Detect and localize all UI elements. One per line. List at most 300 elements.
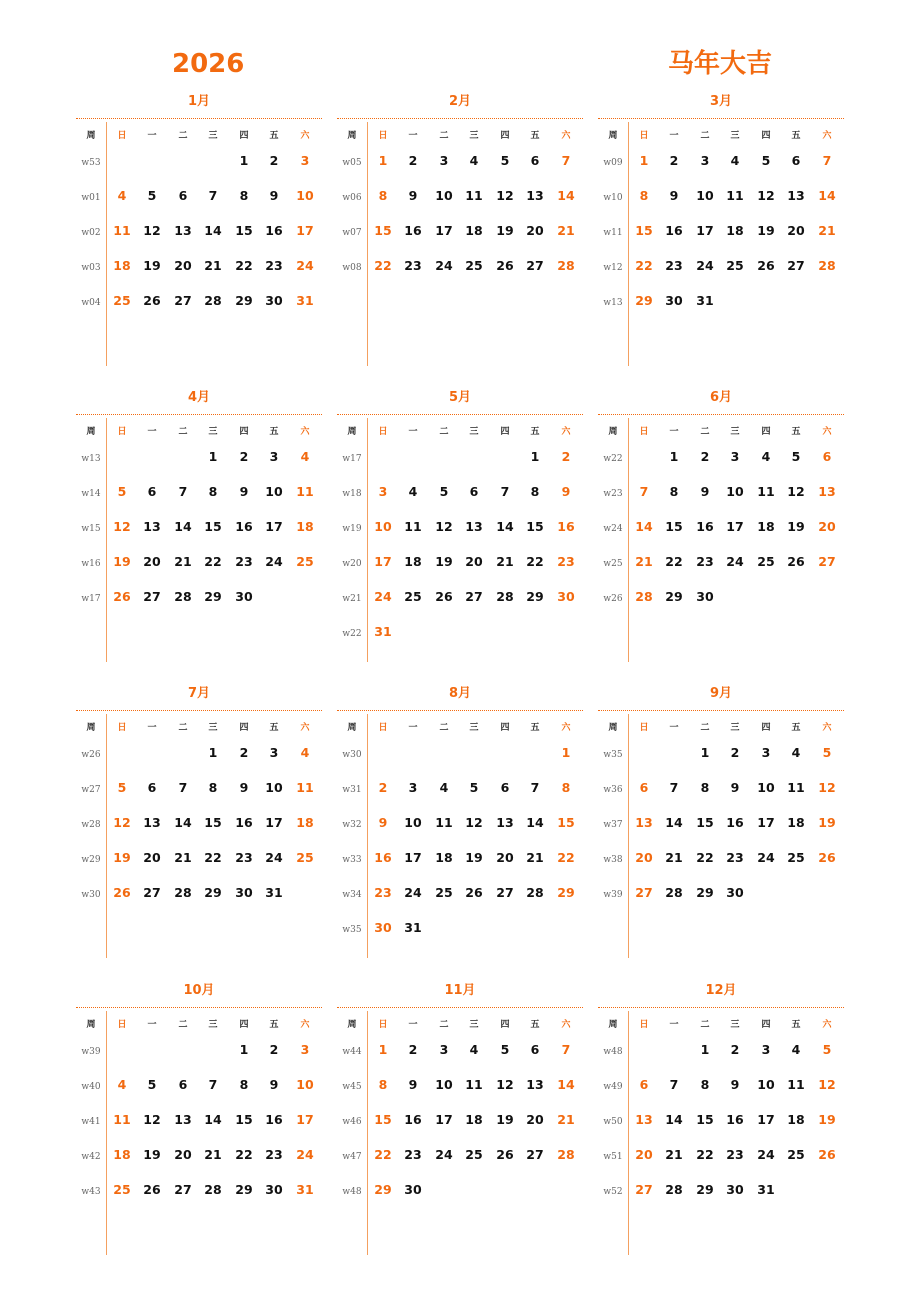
week-column-divider bbox=[367, 714, 368, 958]
day-cell: 10 bbox=[757, 1077, 775, 1092]
day-cell: 14 bbox=[174, 815, 192, 830]
day-cell: 8 bbox=[239, 1077, 249, 1092]
day-cell: 7 bbox=[530, 780, 540, 795]
weekday-header: 三 bbox=[208, 1020, 218, 1030]
weekday-header: 五 bbox=[269, 427, 279, 437]
day-cell: 24 bbox=[726, 554, 744, 569]
day-cell: 30 bbox=[726, 1182, 744, 1197]
weekday-header: 二 bbox=[178, 427, 188, 437]
weekday-header: 四 bbox=[761, 427, 771, 437]
day-cell: 30 bbox=[557, 589, 575, 604]
weekday-header: 一 bbox=[408, 723, 418, 733]
day-cell: 8 bbox=[639, 188, 649, 203]
weekday-header: 六 bbox=[822, 1020, 832, 1030]
day-cell: 15 bbox=[204, 815, 222, 830]
day-cell: 6 bbox=[530, 1042, 540, 1057]
day-cell: 10 bbox=[265, 484, 283, 499]
weekday-header: 三 bbox=[208, 427, 218, 437]
day-cell: 2 bbox=[700, 449, 710, 464]
month-divider bbox=[598, 118, 844, 119]
weekday-header: 日 bbox=[117, 427, 127, 437]
week-number: w21 bbox=[342, 594, 362, 604]
day-cell: 30 bbox=[696, 589, 714, 604]
week-number: w13 bbox=[81, 454, 101, 464]
month-block bbox=[337, 983, 583, 1255]
weekday-header: 三 bbox=[469, 723, 479, 733]
weekday-header: 一 bbox=[669, 1020, 679, 1030]
weekday-header: 六 bbox=[822, 723, 832, 733]
week-number: w20 bbox=[342, 559, 362, 569]
weekday-header: 五 bbox=[269, 1020, 279, 1030]
day-cell: 25 bbox=[296, 850, 314, 865]
day-cell: 7 bbox=[639, 484, 649, 499]
weekday-header: 一 bbox=[408, 1020, 418, 1030]
day-cell: 16 bbox=[265, 1112, 283, 1127]
month-title: 2月 bbox=[448, 94, 472, 109]
day-cell: 19 bbox=[818, 1112, 836, 1127]
day-cell: 8 bbox=[700, 780, 710, 795]
day-cell: 27 bbox=[787, 258, 805, 273]
week-column-divider bbox=[367, 418, 368, 662]
day-cell: 23 bbox=[665, 258, 683, 273]
day-cell: 11 bbox=[113, 223, 131, 238]
week-column-divider bbox=[106, 122, 107, 366]
day-cell: 23 bbox=[726, 850, 744, 865]
day-cell: 22 bbox=[557, 850, 575, 865]
week-number: w22 bbox=[603, 454, 623, 464]
day-cell: 27 bbox=[635, 885, 653, 900]
weekday-header: 二 bbox=[439, 723, 449, 733]
day-cell: 5 bbox=[822, 1042, 832, 1057]
month-block bbox=[76, 983, 322, 1255]
month-title: 10月 bbox=[183, 983, 215, 998]
day-cell: 4 bbox=[439, 780, 449, 795]
day-cell: 12 bbox=[435, 519, 453, 534]
day-cell: 17 bbox=[296, 1112, 314, 1127]
day-cell: 16 bbox=[696, 519, 714, 534]
day-cell: 25 bbox=[787, 1147, 805, 1162]
day-cell: 2 bbox=[269, 1042, 279, 1057]
day-cell: 31 bbox=[757, 1182, 775, 1197]
day-cell: 12 bbox=[787, 484, 805, 499]
day-cell: 28 bbox=[174, 589, 192, 604]
day-cell: 17 bbox=[404, 850, 422, 865]
day-cell: 26 bbox=[818, 1147, 836, 1162]
day-cell: 23 bbox=[557, 554, 575, 569]
weekday-header: 四 bbox=[761, 1020, 771, 1030]
week-number: w40 bbox=[81, 1082, 101, 1092]
week-number: w13 bbox=[603, 298, 623, 308]
weekday-header: 一 bbox=[669, 427, 679, 437]
day-cell: 29 bbox=[696, 1182, 714, 1197]
day-cell: 29 bbox=[204, 589, 222, 604]
week-number: w02 bbox=[81, 228, 101, 238]
day-cell: 21 bbox=[818, 223, 836, 238]
day-cell: 28 bbox=[204, 293, 222, 308]
week-number: w36 bbox=[603, 785, 623, 795]
day-cell: 20 bbox=[496, 850, 514, 865]
weekday-header: 四 bbox=[761, 131, 771, 141]
day-cell: 24 bbox=[435, 258, 453, 273]
day-cell: 8 bbox=[669, 484, 679, 499]
week-column-divider bbox=[628, 122, 629, 366]
day-cell: 9 bbox=[378, 815, 388, 830]
day-cell: 22 bbox=[635, 258, 653, 273]
weekday-header: 五 bbox=[269, 131, 279, 141]
day-cell: 12 bbox=[113, 519, 131, 534]
day-cell: 7 bbox=[669, 780, 679, 795]
day-cell: 31 bbox=[374, 624, 392, 639]
day-cell: 21 bbox=[204, 258, 222, 273]
week-number: w43 bbox=[81, 1187, 101, 1197]
day-cell: 30 bbox=[665, 293, 683, 308]
day-cell: 28 bbox=[496, 589, 514, 604]
weekday-header: 四 bbox=[239, 1020, 249, 1030]
day-cell: 8 bbox=[530, 484, 540, 499]
day-cell: 24 bbox=[265, 554, 283, 569]
day-cell: 25 bbox=[757, 554, 775, 569]
day-cell: 8 bbox=[700, 1077, 710, 1092]
day-cell: 29 bbox=[635, 293, 653, 308]
weekday-header: 六 bbox=[300, 427, 310, 437]
day-cell: 17 bbox=[435, 1112, 453, 1127]
day-cell: 19 bbox=[113, 850, 131, 865]
week-column-divider bbox=[628, 1011, 629, 1255]
day-cell: 7 bbox=[178, 484, 188, 499]
month-title: 4月 bbox=[187, 390, 211, 405]
day-cell: 4 bbox=[117, 188, 127, 203]
weekday-header: 四 bbox=[239, 131, 249, 141]
day-cell: 10 bbox=[296, 1077, 314, 1092]
day-cell: 31 bbox=[296, 1182, 314, 1197]
day-cell: 23 bbox=[235, 850, 253, 865]
weekday-header: 一 bbox=[408, 427, 418, 437]
month-title: 11月 bbox=[444, 983, 476, 998]
day-cell: 25 bbox=[296, 554, 314, 569]
day-cell: 27 bbox=[174, 293, 192, 308]
week-number: w08 bbox=[342, 263, 362, 273]
day-cell: 26 bbox=[496, 1147, 514, 1162]
weekday-header: 五 bbox=[530, 427, 540, 437]
day-cell: 11 bbox=[435, 815, 453, 830]
month-divider bbox=[598, 414, 844, 415]
day-cell: 15 bbox=[374, 1112, 392, 1127]
day-cell: 19 bbox=[435, 554, 453, 569]
day-cell: 29 bbox=[665, 589, 683, 604]
day-cell: 1 bbox=[700, 745, 710, 760]
day-cell: 7 bbox=[208, 1077, 218, 1092]
day-cell: 12 bbox=[113, 815, 131, 830]
month-block bbox=[598, 983, 844, 1255]
day-cell: 12 bbox=[143, 1112, 161, 1127]
day-cell: 26 bbox=[757, 258, 775, 273]
weekday-header: 日 bbox=[378, 427, 388, 437]
weekday-header: 二 bbox=[439, 131, 449, 141]
day-cell: 23 bbox=[696, 554, 714, 569]
day-cell: 21 bbox=[635, 554, 653, 569]
day-cell: 15 bbox=[235, 223, 253, 238]
day-cell: 18 bbox=[113, 258, 131, 273]
day-cell: 31 bbox=[296, 293, 314, 308]
day-cell: 16 bbox=[726, 1112, 744, 1127]
day-cell: 9 bbox=[269, 1077, 279, 1092]
weekday-header: 六 bbox=[822, 131, 832, 141]
day-cell: 18 bbox=[787, 815, 805, 830]
weekday-header: 二 bbox=[700, 1020, 710, 1030]
month-title: 12月 bbox=[705, 983, 737, 998]
month-divider bbox=[337, 710, 583, 711]
day-cell: 13 bbox=[465, 519, 483, 534]
week-number: w35 bbox=[603, 750, 623, 760]
day-cell: 28 bbox=[557, 1147, 575, 1162]
day-cell: 23 bbox=[726, 1147, 744, 1162]
day-cell: 28 bbox=[635, 589, 653, 604]
month-title: 5月 bbox=[448, 390, 472, 405]
day-cell: 6 bbox=[639, 780, 649, 795]
month-title: 8月 bbox=[448, 686, 472, 701]
day-cell: 26 bbox=[143, 1182, 161, 1197]
day-cell: 20 bbox=[787, 223, 805, 238]
day-cell: 3 bbox=[269, 449, 279, 464]
day-cell: 5 bbox=[147, 1077, 157, 1092]
day-cell: 24 bbox=[374, 589, 392, 604]
week-number: w53 bbox=[81, 158, 101, 168]
week-number: w17 bbox=[81, 594, 101, 604]
day-cell: 20 bbox=[818, 519, 836, 534]
weekday-header: 三 bbox=[730, 427, 740, 437]
month-divider bbox=[76, 1007, 322, 1008]
day-cell: 1 bbox=[561, 745, 571, 760]
day-cell: 30 bbox=[374, 920, 392, 935]
day-cell: 4 bbox=[761, 449, 771, 464]
day-cell: 13 bbox=[635, 815, 653, 830]
weekday-header: 四 bbox=[500, 1020, 510, 1030]
week-number: w42 bbox=[81, 1152, 101, 1162]
day-cell: 19 bbox=[143, 258, 161, 273]
day-cell: 7 bbox=[822, 153, 832, 168]
week-number: w33 bbox=[342, 855, 362, 865]
weekday-header: 日 bbox=[117, 131, 127, 141]
week-column-divider bbox=[106, 418, 107, 662]
week-number: w06 bbox=[342, 193, 362, 203]
day-cell: 3 bbox=[408, 780, 418, 795]
day-cell: 29 bbox=[374, 1182, 392, 1197]
weekday-header: 日 bbox=[378, 723, 388, 733]
day-cell: 20 bbox=[635, 850, 653, 865]
day-cell: 30 bbox=[404, 1182, 422, 1197]
day-cell: 20 bbox=[174, 258, 192, 273]
day-cell: 13 bbox=[174, 1112, 192, 1127]
week-header: 周 bbox=[86, 723, 96, 733]
day-cell: 19 bbox=[496, 1112, 514, 1127]
day-cell: 14 bbox=[496, 519, 514, 534]
day-cell: 15 bbox=[204, 519, 222, 534]
day-cell: 18 bbox=[787, 1112, 805, 1127]
weekday-header: 六 bbox=[561, 427, 571, 437]
day-cell: 5 bbox=[500, 153, 510, 168]
weekday-header: 一 bbox=[147, 1020, 157, 1030]
day-cell: 7 bbox=[561, 1042, 571, 1057]
weekday-header: 日 bbox=[378, 131, 388, 141]
day-cell: 5 bbox=[117, 780, 127, 795]
weekday-header: 二 bbox=[439, 1020, 449, 1030]
day-cell: 3 bbox=[730, 449, 740, 464]
day-cell: 8 bbox=[378, 188, 388, 203]
day-cell: 22 bbox=[204, 554, 222, 569]
day-cell: 26 bbox=[465, 885, 483, 900]
weekday-header: 三 bbox=[469, 427, 479, 437]
weekday-header: 日 bbox=[639, 1020, 649, 1030]
day-cell: 25 bbox=[465, 258, 483, 273]
day-cell: 25 bbox=[435, 885, 453, 900]
weekday-header: 一 bbox=[408, 131, 418, 141]
day-cell: 6 bbox=[147, 484, 157, 499]
day-cell: 10 bbox=[296, 188, 314, 203]
month-title: 3月 bbox=[709, 94, 733, 109]
week-number: w12 bbox=[603, 263, 623, 273]
day-cell: 1 bbox=[239, 153, 249, 168]
day-cell: 22 bbox=[235, 1147, 253, 1162]
day-cell: 1 bbox=[639, 153, 649, 168]
day-cell: 2 bbox=[669, 153, 679, 168]
weekday-header: 日 bbox=[639, 723, 649, 733]
day-cell: 25 bbox=[787, 850, 805, 865]
day-cell: 28 bbox=[174, 885, 192, 900]
day-cell: 17 bbox=[435, 223, 453, 238]
day-cell: 6 bbox=[639, 1077, 649, 1092]
weekday-header: 四 bbox=[500, 723, 510, 733]
day-cell: 18 bbox=[465, 223, 483, 238]
week-header: 周 bbox=[608, 427, 618, 437]
day-cell: 3 bbox=[269, 745, 279, 760]
day-cell: 9 bbox=[730, 1077, 740, 1092]
month-block bbox=[337, 94, 583, 366]
day-cell: 11 bbox=[757, 484, 775, 499]
day-cell: 12 bbox=[818, 1077, 836, 1092]
day-cell: 9 bbox=[269, 188, 279, 203]
day-cell: 20 bbox=[143, 554, 161, 569]
week-header: 周 bbox=[347, 427, 357, 437]
day-cell: 3 bbox=[300, 1042, 310, 1057]
day-cell: 1 bbox=[378, 153, 388, 168]
month-block bbox=[337, 686, 583, 958]
weekday-header: 三 bbox=[208, 131, 218, 141]
day-cell: 27 bbox=[496, 885, 514, 900]
weekday-header: 二 bbox=[700, 723, 710, 733]
day-cell: 19 bbox=[757, 223, 775, 238]
day-cell: 26 bbox=[113, 885, 131, 900]
slogan-title: 马年大吉 bbox=[668, 49, 773, 79]
day-cell: 27 bbox=[526, 258, 544, 273]
month-block bbox=[337, 390, 583, 662]
weekday-header: 三 bbox=[469, 131, 479, 141]
day-cell: 13 bbox=[143, 519, 161, 534]
week-number: w35 bbox=[342, 925, 362, 935]
weekday-header: 四 bbox=[239, 723, 249, 733]
day-cell: 10 bbox=[757, 780, 775, 795]
day-cell: 16 bbox=[235, 815, 253, 830]
week-number: w51 bbox=[603, 1152, 623, 1162]
day-cell: 16 bbox=[235, 519, 253, 534]
day-cell: 23 bbox=[265, 1147, 283, 1162]
day-cell: 25 bbox=[465, 1147, 483, 1162]
day-cell: 22 bbox=[374, 258, 392, 273]
weekday-header: 一 bbox=[669, 723, 679, 733]
day-cell: 2 bbox=[239, 745, 249, 760]
day-cell: 5 bbox=[500, 1042, 510, 1057]
day-cell: 7 bbox=[500, 484, 510, 499]
day-cell: 6 bbox=[469, 484, 479, 499]
day-cell: 18 bbox=[296, 519, 314, 534]
day-cell: 10 bbox=[726, 484, 744, 499]
day-cell: 2 bbox=[239, 449, 249, 464]
day-cell: 21 bbox=[665, 850, 683, 865]
day-cell: 21 bbox=[174, 554, 192, 569]
week-number: w24 bbox=[603, 524, 623, 534]
week-column-divider bbox=[106, 714, 107, 958]
day-cell: 16 bbox=[665, 223, 683, 238]
day-cell: 23 bbox=[374, 885, 392, 900]
day-cell: 19 bbox=[496, 223, 514, 238]
week-number: w19 bbox=[342, 524, 362, 534]
day-cell: 8 bbox=[208, 780, 218, 795]
week-number: w16 bbox=[81, 559, 101, 569]
day-cell: 10 bbox=[374, 519, 392, 534]
day-cell: 4 bbox=[300, 449, 310, 464]
day-cell: 6 bbox=[822, 449, 832, 464]
day-cell: 11 bbox=[787, 780, 805, 795]
week-number: w25 bbox=[603, 559, 623, 569]
day-cell: 1 bbox=[378, 1042, 388, 1057]
day-cell: 16 bbox=[557, 519, 575, 534]
day-cell: 9 bbox=[669, 188, 679, 203]
week-number: w38 bbox=[603, 855, 623, 865]
day-cell: 29 bbox=[557, 885, 575, 900]
week-number: w09 bbox=[603, 158, 623, 168]
week-number: w52 bbox=[603, 1187, 623, 1197]
day-cell: 20 bbox=[526, 1112, 544, 1127]
day-cell: 3 bbox=[761, 745, 771, 760]
week-number: w23 bbox=[603, 489, 623, 499]
day-cell: 11 bbox=[465, 188, 483, 203]
day-cell: 12 bbox=[818, 780, 836, 795]
day-cell: 13 bbox=[526, 1077, 544, 1092]
weekday-header: 三 bbox=[469, 1020, 479, 1030]
week-number: w26 bbox=[603, 594, 623, 604]
day-cell: 3 bbox=[300, 153, 310, 168]
day-cell: 11 bbox=[404, 519, 422, 534]
weekday-header: 五 bbox=[530, 131, 540, 141]
day-cell: 13 bbox=[174, 223, 192, 238]
day-cell: 17 bbox=[374, 554, 392, 569]
day-cell: 4 bbox=[791, 1042, 801, 1057]
weekday-header: 六 bbox=[300, 1020, 310, 1030]
week-number: w50 bbox=[603, 1117, 623, 1127]
day-cell: 13 bbox=[787, 188, 805, 203]
day-cell: 31 bbox=[404, 920, 422, 935]
month-divider bbox=[337, 118, 583, 119]
week-number: w44 bbox=[342, 1047, 362, 1057]
day-cell: 1 bbox=[669, 449, 679, 464]
week-number: w48 bbox=[342, 1187, 362, 1197]
day-cell: 12 bbox=[465, 815, 483, 830]
day-cell: 15 bbox=[696, 815, 714, 830]
week-column-divider bbox=[628, 418, 629, 662]
month-divider bbox=[76, 414, 322, 415]
day-cell: 24 bbox=[435, 1147, 453, 1162]
day-cell: 13 bbox=[143, 815, 161, 830]
day-cell: 22 bbox=[696, 850, 714, 865]
